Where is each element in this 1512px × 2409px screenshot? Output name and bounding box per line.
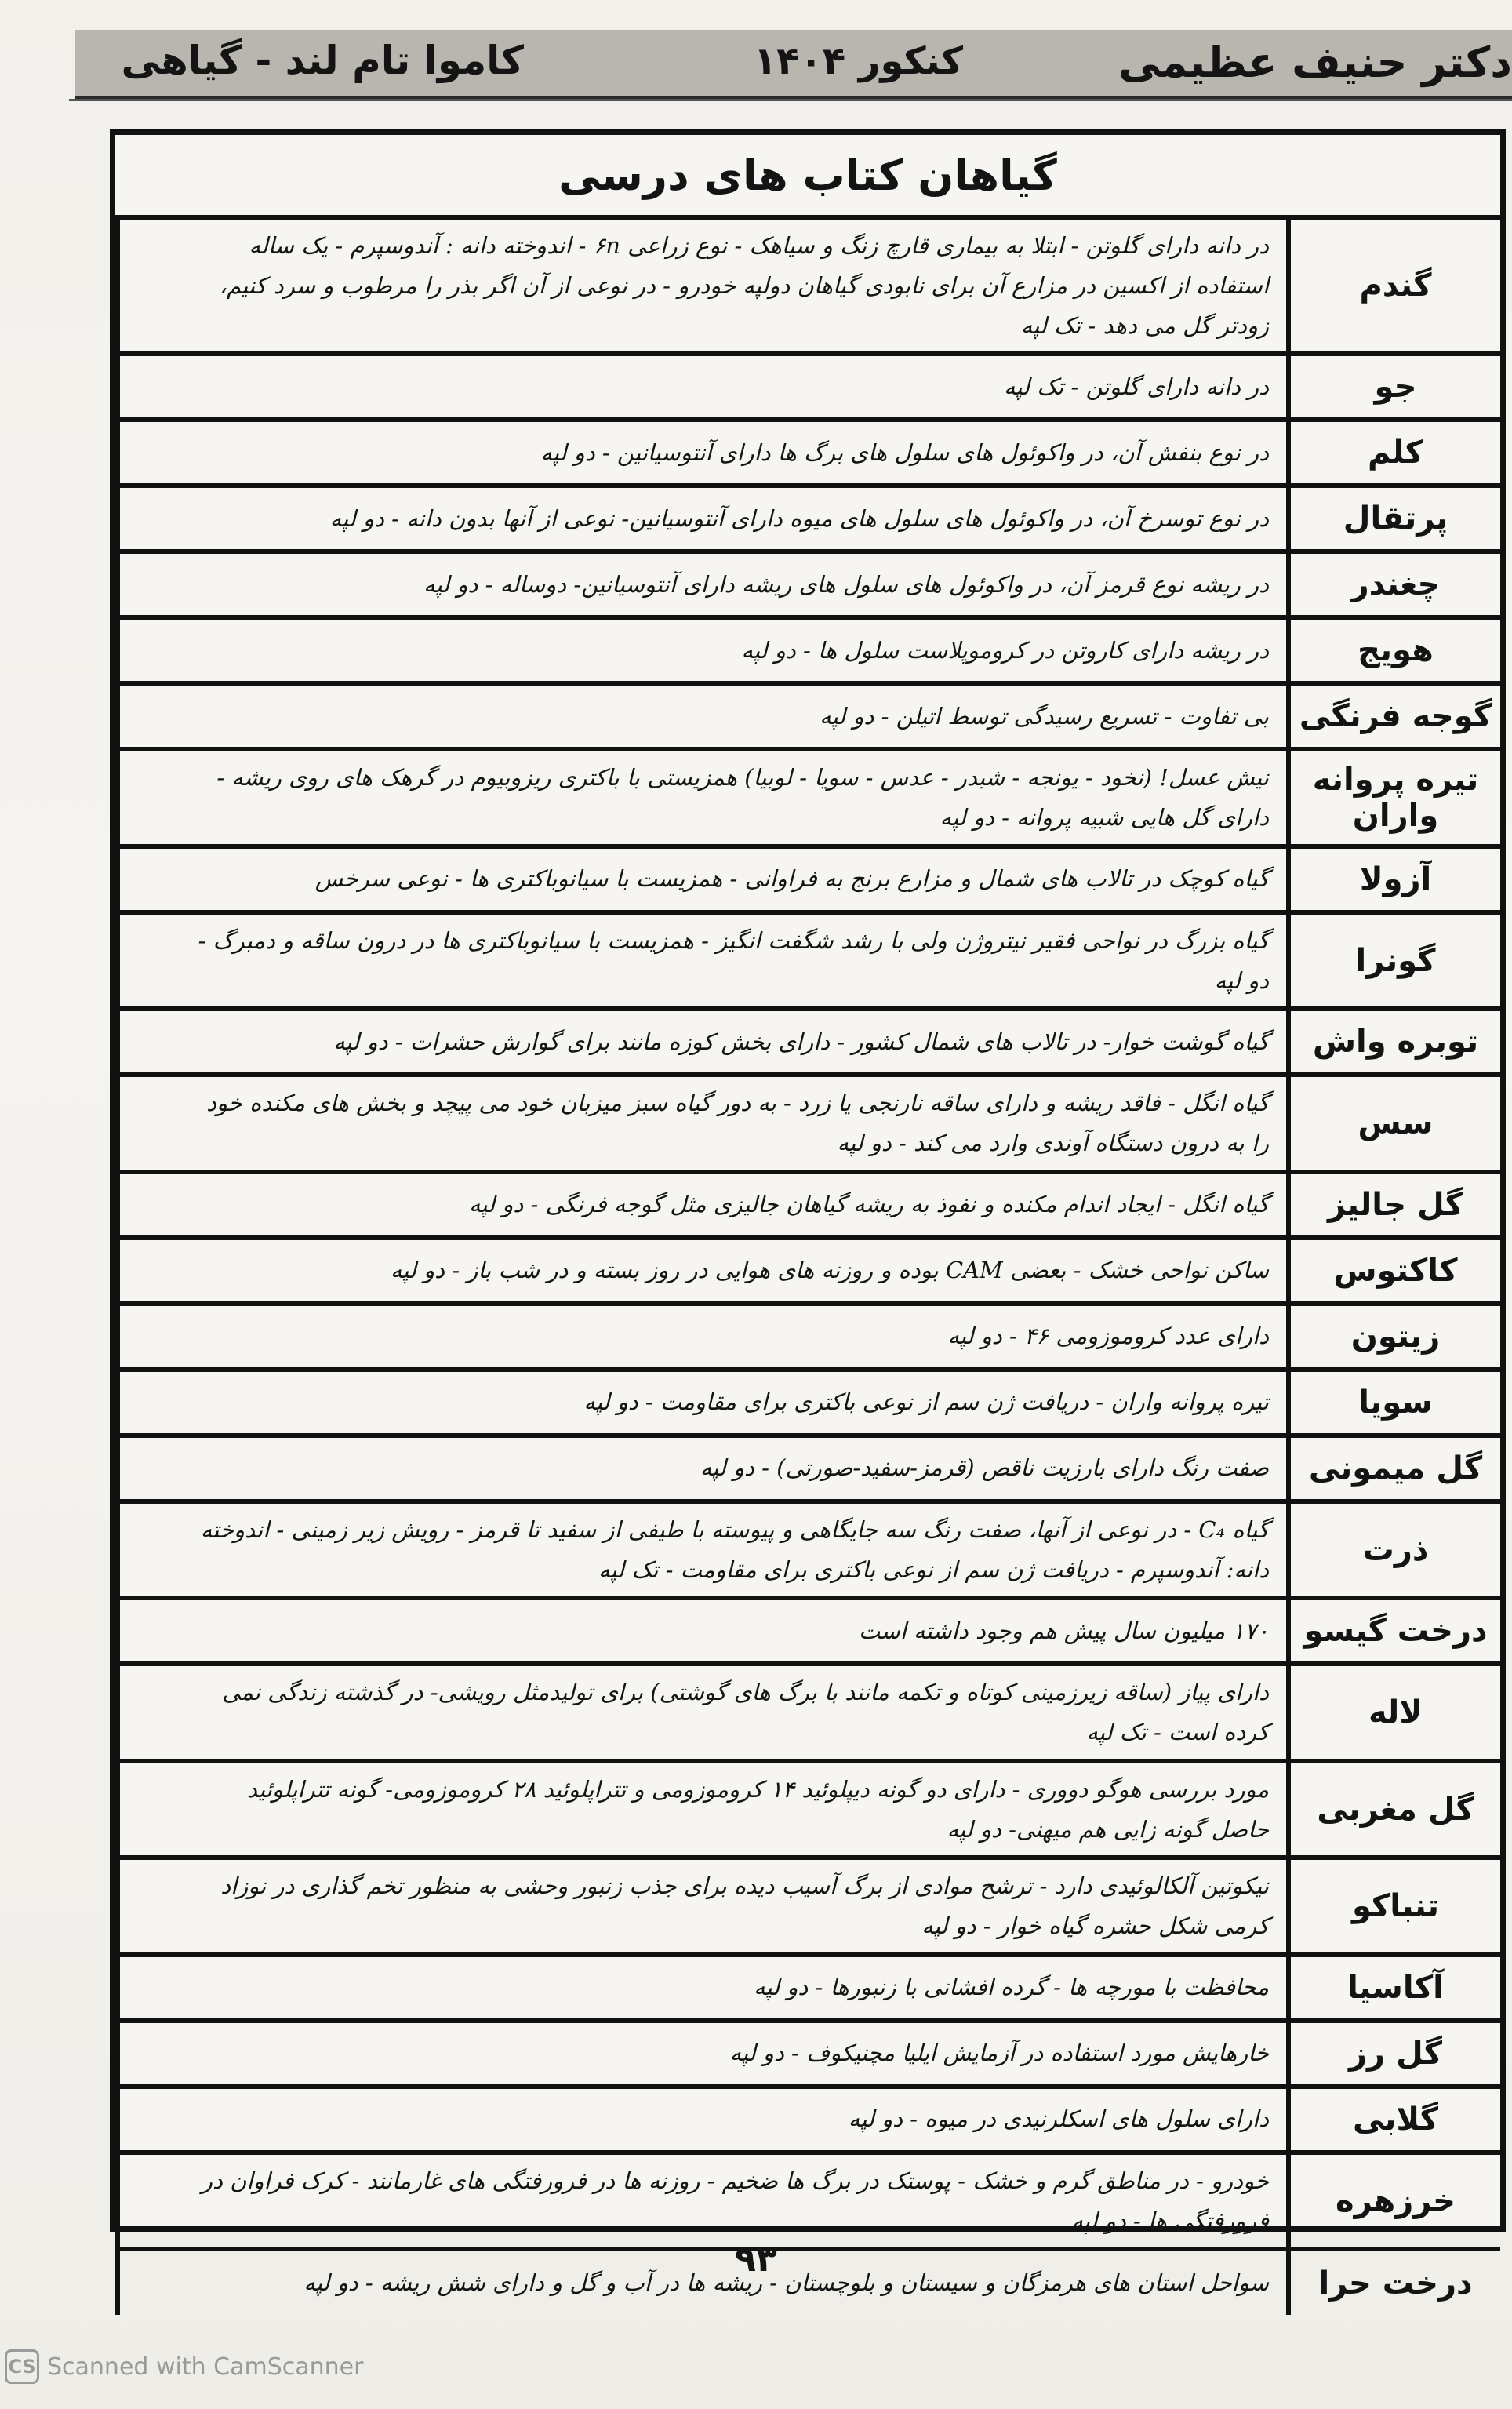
table-row (118, 1664, 1500, 1761)
table-row (118, 1172, 1500, 1238)
table-row (118, 551, 1500, 617)
left-margin-cell (118, 420, 152, 486)
table-title: گیاهان کتاب های درسی (558, 150, 1057, 200)
table-row (118, 220, 1500, 354)
table-row (118, 1501, 1500, 1599)
left-margin-cell (118, 1761, 152, 1858)
plant-name: آکاسیا (1288, 1955, 1500, 2021)
plant-name: کلم (1288, 420, 1500, 486)
left-margin-cell (118, 1501, 152, 1599)
plant-description: نیکوتین آلکالوئیدی دارد - ترشح موادی از برگ آسیب دیده برای جذب زنبور وحشی به منظور تخم گذاری در نوزاد کرمی شکل حشره گیاه خوار - دو لپه (152, 1858, 1288, 1955)
header-author: دکتر حنیف عظیمی (1118, 38, 1512, 87)
left-margin-cell (118, 2021, 152, 2087)
table-row (118, 1238, 1500, 1304)
plant-name: گندم (1288, 220, 1500, 354)
left-margin-cell (118, 749, 152, 846)
plant-description: مورد بررسی هوگو دووری - دارای دو گونه دیپلوئید ۱۴ کروموزومی و تتراپلوئید ۲۸ کروموزومی- گونه تتراپلوئید حاصل گونه زایی هم میهنی- دو لپه (152, 1761, 1288, 1858)
left-margin-cell (118, 2152, 152, 2250)
table-row (118, 617, 1500, 683)
table-row (118, 749, 1500, 846)
plant-description: گیاه انگل - فاقد ریشه و دارای ساقه نارنجی یا زرد - به دور گیاه سبز میزبان خود می پیچد و بخش های مکنده خود را به درون دستگاه آوندی وارد می کند - دو لپه (152, 1075, 1288, 1172)
left-margin-cell (118, 1172, 152, 1238)
plant-name: سس (1288, 1075, 1500, 1172)
plant-name: گل مغربی (1288, 1761, 1500, 1858)
camscanner-logo-icon: CS (5, 2349, 39, 2384)
left-margin-cell (118, 1009, 152, 1075)
plant-description: محافظت با مورچه ها - گرده افشانی با زنبورها - دو لپه (152, 1955, 1288, 2021)
table-row (118, 1761, 1500, 1858)
plant-description: گیاه C₄ - در نوعی از آنها، صفت رنگ سه جایگاهی و پیوسته با طیفی از سفید تا قرمز - رویش زیر زمینی - اندوخته دانه: آندوسپرم - دریافت ژن سم از نوعی باکتری برای مقاومت - تک لپه (152, 1501, 1288, 1599)
plant-description: خودرو - در مناطق گرم و خشک - پوستک در برگ ها ضخیم - روزنه ها در فرورفتگی های غارمانند - کرک فراوان در فرورفتگی ها - دو لپه (152, 2152, 1288, 2250)
plant-name: درخت حرا (1288, 2249, 1500, 2315)
page-header (75, 30, 1512, 100)
plant-name: گل رز (1288, 2021, 1500, 2087)
plant-description: گیاه انگل - ایجاد اندام مکنده و نفوذ به ریشه گیاهان جالیزی مثل گوجه فرنگی - دو لپه (152, 1172, 1288, 1238)
plant-description: ساکن نواحی خشک - بعضی CAM بوده و روزنه های هوایی در روز بسته و در شب باز - دو لپه (152, 1238, 1288, 1304)
plants-table-body (118, 220, 1500, 2315)
plant-description: بی تفاوت - تسریع رسیدگی توسط اتیلن - دو لپه (152, 683, 1288, 749)
table-row (118, 2152, 1500, 2250)
plant-description: در نوع بنفش آن، در واکوئول های سلول های برگ ها دارای آنتوسیانین - دو لپه (152, 420, 1288, 486)
left-margin-cell (118, 846, 152, 912)
plant-name: ذرت (1288, 1501, 1500, 1599)
table-row (118, 2087, 1500, 2152)
left-margin-cell (118, 486, 152, 551)
plant-name: هویج (1288, 617, 1500, 683)
plant-description: نیش عسل! (نخود - یونجه - شبدر - عدس - سویا - لوبیا) همزیستی با باکتری ریزوبیوم در گرهک های روی ریشه - دارای گل هایی شبیه پروانه - دو لپه (152, 749, 1288, 846)
table-row (118, 683, 1500, 749)
left-margin-cell (118, 551, 152, 617)
plant-description: دارای پیاز (ساقه زیرزمینی کوتاه و تکمه مانند با برگ های گوشتی) برای تولیدمثل رویشی- در گذشته زندگی نمی کرده است - تک لپه (152, 1664, 1288, 1761)
plant-name: درخت گیسو (1288, 1598, 1500, 1664)
header-rule (69, 99, 1512, 101)
table-row (118, 1598, 1500, 1664)
plant-description: دارای عدد کروموزومی ۴۶ - دو لپه (152, 1304, 1288, 1370)
scanner-watermark (5, 2349, 363, 2384)
plant-description: در ریشه نوع قرمز آن، در واکوئول های سلول های ریشه دارای آنتوسیانین- دوساله - دو لپه (152, 551, 1288, 617)
plant-description: سواحل استان های هرمزگان و سیستان و بلوچستان - ریشه ها در آب و گل و دارای شش ریشه - دو لپه (152, 2249, 1288, 2315)
plant-name: گونرا (1288, 912, 1500, 1010)
plant-name: تیره پروانه واران (1288, 749, 1500, 846)
plant-name: آزولا (1288, 846, 1500, 912)
header-book-title: کاموا تام لند - گیاهی (121, 38, 524, 83)
table-row (118, 1009, 1500, 1075)
plant-description: دارای سلول های اسکلرنیدی در میوه - دو لپه (152, 2087, 1288, 2152)
left-margin-cell (118, 220, 152, 354)
plant-description: گیاه بزرگ در نواحی فقیر نیتروژن ولی با رشد شگفت انگیز - همزیست با سیانوباکتری ها در درون ساقه و دمبرگ - دو لپه (152, 912, 1288, 1010)
left-margin-cell (118, 1075, 152, 1172)
plant-description: گیاه گوشت خوار- در تالاب های شمال کشور - دارای بخش کوزه مانند برای گوارش حشرات - دو لپه (152, 1009, 1288, 1075)
left-margin-cell (118, 1598, 152, 1664)
table-row (118, 486, 1500, 551)
plant-name: گوجه فرنگی (1288, 683, 1500, 749)
plant-name: زیتون (1288, 1304, 1500, 1370)
plants-table (115, 220, 1500, 2315)
plant-name: گل جالیز (1288, 1172, 1500, 1238)
left-margin-cell (118, 1304, 152, 1370)
table-row (118, 1304, 1500, 1370)
plant-description: خارهایش مورد استفاده در آزمایش ایلیا مچنیکوف - دو لپه (152, 2021, 1288, 2087)
plant-name: پرتقال (1288, 486, 1500, 551)
table-row (118, 1858, 1500, 1955)
table-row (118, 1075, 1500, 1172)
plant-name: لاله (1288, 1664, 1500, 1761)
plant-name: خرزهره (1288, 2152, 1500, 2250)
table-row (118, 912, 1500, 1010)
plant-description: ۱۷۰ میلیون سال پیش هم وجود داشته است (152, 1598, 1288, 1664)
watermark-text: Scanned with CamScanner (47, 2353, 364, 2381)
left-margin-cell (118, 1955, 152, 2021)
table-row (118, 1370, 1500, 1436)
plant-name: توبره واش (1288, 1009, 1500, 1075)
plant-description: در ریشه دارای کاروتن در کروموپلاست سلول ها - دو لپه (152, 617, 1288, 683)
left-margin-cell (118, 1858, 152, 1955)
left-margin-cell (118, 912, 152, 1010)
left-margin-cell (118, 1664, 152, 1761)
plant-name: سویا (1288, 1370, 1500, 1436)
table-row (118, 2021, 1500, 2087)
plant-description: صفت رنگ دارای بارزیت ناقص (قرمز-سفید-صورتی) - دو لپه (152, 1436, 1288, 1501)
table-title-row (115, 135, 1500, 220)
left-margin-cell (118, 1370, 152, 1436)
plant-name: جو (1288, 354, 1500, 420)
plant-description: در دانه دارای گلوتن - تک لپه (152, 354, 1288, 420)
plant-name: تنباکو (1288, 1858, 1500, 1955)
plant-name: کاکتوس (1288, 1238, 1500, 1304)
table-row (118, 354, 1500, 420)
plant-name: گل میمونی (1288, 1436, 1500, 1501)
plant-name: چغندر (1288, 551, 1500, 617)
left-margin-cell (118, 683, 152, 749)
left-margin-cell (118, 2087, 152, 2152)
left-margin-cell (118, 617, 152, 683)
table-row (118, 1955, 1500, 2021)
plant-description: گیاه کوچک در تالاب های شمال و مزارع برنج به فراوانی - همزیست با سیانوباکتری ها - نوعی سرخس (152, 846, 1288, 912)
plant-name: گلابی (1288, 2087, 1500, 2152)
left-margin-cell (118, 354, 152, 420)
table-row (118, 1436, 1500, 1501)
table-row (118, 846, 1500, 912)
plant-description: تیره پروانه واران - دریافت ژن سم از نوعی باکتری برای مقاومت - دو لپه (152, 1370, 1288, 1436)
plant-description: در دانه دارای گلوتن - ابتلا به بیماری قارچ زنگ و سیاهک - نوع زراعی ۶n - اندوخته دانه : آندوسپرم - یک ساله استفاده از اکسین در مزارع آن برای نابودی گیاهان دولپه خودرو - در نوعی از آن اگر بذر را مرطوب و سرد کنیم، زودتر گل می دهد - تک لپه (219, 232, 1269, 339)
left-margin-cell (118, 1238, 152, 1304)
table-row (118, 420, 1500, 486)
left-margin-cell (118, 1436, 152, 1501)
header-exam: کنکور ۱۴۰۴ (753, 39, 963, 83)
page-number: ۹۳ (735, 2240, 777, 2280)
plant-description: در نوع توسرخ آن، در واکوئول های سلول های میوه دارای آنتوسیانین- نوعی از آنها بدون دانه - دو لپه (152, 486, 1288, 551)
